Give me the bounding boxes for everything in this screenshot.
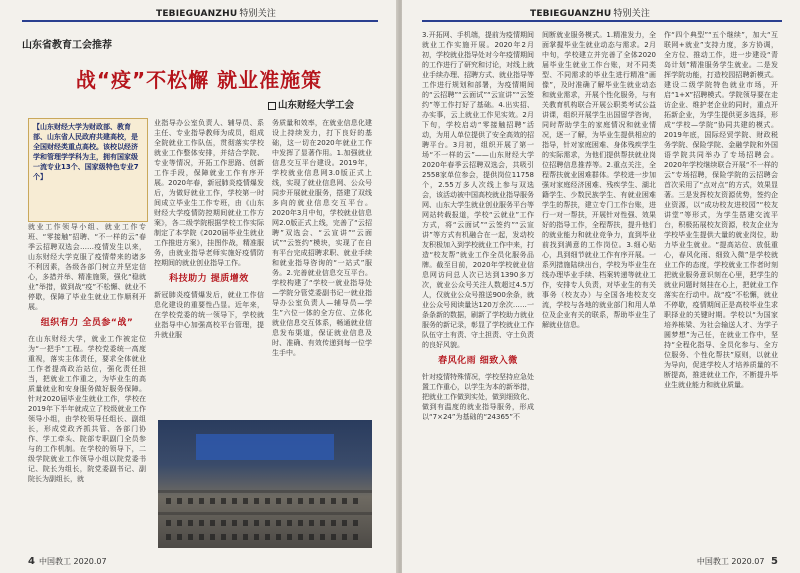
article-headline: 战“疫”不松懈 就业准施策 bbox=[75, 68, 323, 92]
header-rule bbox=[422, 20, 782, 22]
page-folio bbox=[28, 556, 107, 567]
publication-name: 中国教工 2020.07 bbox=[38, 557, 107, 566]
header-brand: TEBIEGUANZHU bbox=[156, 9, 238, 19]
running-header bbox=[156, 6, 276, 19]
paragraph: 务质量和效率，在就业信息化建设上持续发力，打下良好的基础，这一切在2020年就业工作中发挥了显著作用。1.加强就业信息交互平台建设。2019年，学校就业信息网3.0版正式上线，实现了就业信息网、公众号同步开展就业服务，搭建了双线多向的就业信息交互平台。2020年3月中旬，学校就业信息网2.0版正式上线，完善了“云招聘”双选会、“云宣讲”“云面试”“云签约”模块，实现了在自有平台完成招聘求职、就业手续和就业指导咨询的“一站式”服务。2.完善就业信息交互平台。学校构建了“学校一就业指导处—学院分管党委副书记一就业指导办公室负责人—辅导员—学生”六位一体的全方位、立体化就业信息交互体系，畅通就业信息发布渠道，保证就业信息及时、准确、有效传递到每一位学生手中。 bbox=[272, 119, 372, 357]
header-brand: TEBIEGUANZHU bbox=[530, 9, 612, 19]
publication-name: 中国教工 2020.07 bbox=[696, 557, 765, 566]
right-column-2 bbox=[542, 30, 656, 560]
running-header bbox=[530, 6, 650, 19]
paragraph: 业指导办公室负责人、辅导员、系主任、专业指导教师为成员，组成全院就业工作队伍，贯彻落实学校就业工作整体安排，并结合学院、专业等情况，开拓工作思路、创新工作手段，保障就业工作有序开展。2020年春，新冠肺炎疫情爆发后，为做好就业工作，学校第一时间成立毕业生工作专班，由《山东财经大学疫情防控期间就业工作方案》，各二级学院根据学校工作实际制定了本学院《2020届毕业生就业工作推进方案》，挂图作战，精准服务，由就业指导老师实施好疫情防控期间的就业创业指导工作。 bbox=[154, 119, 264, 267]
seat-row bbox=[158, 512, 372, 515]
audience-row bbox=[166, 534, 364, 540]
header-section: 特别关注 bbox=[239, 9, 277, 19]
subheading: 春风化雨 细致入微 bbox=[438, 356, 518, 366]
paragraph: 针对疫情特殊情况，学校坚持应急处置工作重心，以学生为本的新举措，把就业工作做到实处，做到细致化、做到有温度的就业指导服务，形成以“7×24”为基础的“24365”不 bbox=[422, 373, 534, 421]
paragraph: 就业工作领导小组、就业工作专班、“零接触”招聘、“不一样的云”春季云招聘双选会……疫情发生以来，山东财经大学克服了疫情带来的诸多不利因素，各级各部门树立并坚定信心，多措并举、精准施策，强化“稳就业”举措，做到战“疫”不松懈、就业不停歇，保障了毕业生就业工作顺利开展。 bbox=[28, 223, 146, 311]
page-number: 5 bbox=[771, 556, 778, 567]
left-column-2 bbox=[154, 118, 264, 414]
audience-row bbox=[166, 498, 364, 504]
left-page bbox=[0, 0, 398, 573]
seat-row bbox=[158, 490, 372, 493]
paragraph: 3.开拓网、手机端，提前为疫情期间就业工作实施开展。2020年2月初，学校就业指导处对今年疫情期间的工作进行了研究和讨论，对线上就业手续办理、招聘方式、就业指导等工作进行规划和部署，为疫情期间的“云招聘”“云面试”“云宣讲”“云签约”等工作打好了基础。4.出实招、办实事，云上就业工作见实效。2月下旬，学校启动“零接触招聘”活动，为用人单位提供了安全高效的招聘平台。3月初，组织开展了第一场“不一样的云”——山东财经大学2020年春季云招聘双选会，共吸引2558家单位参会，提供岗位11758个，2.55万多人次线上参与双选会，该活动被中国高校就业指导服务网、山东大学生就业创业服务平台等网站转载报道，学校“云就业”工作方式，将“云面试”“云签约”“云宣讲”等方式有机融合在一起，发动校友积极加入到学校就业工作中来，打造“校友帮”就业工作全员化服务品牌。截至目前，2020年学校就业信息网访问总人次已达到1390多万次，就业公众号关注人数超过4.5万人，仅就业公众号推送900余条，就业公众号阅读量达120万余次……一条条新的数据，刷新了学校助力就业服务的新记录，彰显了学校就业工作队伍守土有责、守土担责、守土负责的良好风貌。 bbox=[422, 31, 534, 349]
right-page bbox=[402, 0, 800, 573]
header-section: 特别关注 bbox=[613, 9, 651, 19]
audience-row bbox=[166, 520, 364, 526]
lead-box: 【山东财经大学为财政部、教育部、山东省人民政府共建高校，是全国财经类重点高校。该校以经济学和管理学学科为主，拥有国家级一流专业13个、国家级特色专业7个】 bbox=[28, 118, 148, 222]
section-label: 山东省教育工会推荐 bbox=[22, 40, 112, 51]
right-column-1 bbox=[422, 30, 534, 560]
subheading: 科技助力 提质增效 bbox=[169, 274, 249, 284]
paragraph: 在山东财经大学，就业工作被定位为“一把手”工程。学校党委统一高度重视，落实主体责任，要求全体就业工作者提高政治站位，强化责任担当，把就业工作重之，为毕业生的高质量就业和安身服务做好服务保障。针对2020届毕业生就业工作，学校在2019年下半年就成立了校级就业工作领导小组，由学校领导任组长、副组长，形成党政齐抓共管、各部门协作、学工牵头、院部专职副门全员参与的工作机制。在学校的领导下，二级学院就业工作领导小组以院党委书记、院长为组长，院党委副书记、副院长为副组长，就 bbox=[28, 335, 146, 483]
byline-text: 山东财经大学工会 bbox=[277, 100, 354, 111]
stage-banner bbox=[196, 434, 334, 460]
left-column-1 bbox=[28, 222, 146, 560]
conference-photo bbox=[158, 420, 372, 548]
subheading: 组织有力 全员参“战” bbox=[40, 318, 134, 328]
square-bullet-icon bbox=[268, 102, 276, 110]
left-column-3 bbox=[272, 118, 372, 414]
page-folio bbox=[697, 556, 778, 567]
paragraph: 作“四个典型”“五个继续”，加大“互联网+就业”支持力度，多方协调，全方位、推动工作，进一步建设“青岛计划”精准服务学生就业。二是发挥学院功能，打造校园招聘新模式。建设二级学院特色就业市场，开启“1+X”招聘模式。学院领导要在走访企业、维护老企业的同时，重点开拓新企业，为学生提供更多选择，形成“学校—学院”协同共建的模式。2019年底，国际经贸学院、财政税务学院、保险学院、金融学院和外国语学院共同举办了专场招聘会。2020年学校继续联合开展“不一样的云”专场招聘，保险学院的云招聘会首次采用了“点对点”的方式，效果显著。三是发挥校友资源优势，签约企业资源，以“成功校友进校园”“校友讲堂”等形式，为学生搭建交流平台，积极拓展校友资源，校友企业为学校毕业生提供大量的就业岗位，助力毕业生就业。“提高站位、放低重心，春风化雨、细致入微”是学校就业工作的态度，学校就业工作者时刻把就业服务意识刻在心里，把学生的就业问题时刻挂在心上，把就业工作落实在行动中。战“疫”不松懈，就业不停歇，疫情期间正是高校毕业生求职择业的关键时期。学校以“为国家培养栋梁、为社会输送人才、为学子圆梦想”为己任，在就业工作中，坚持“全程化指导、全员化参与、全方位服务、个性化帮扶”原则，以就业为导向，促进学校人才培养质量的不断提高，推进就业工作，不断提升毕业生就业能力和就业质量。 bbox=[664, 31, 778, 389]
page-number: 4 bbox=[28, 556, 35, 567]
paragraph: 间断就业服务模式。1.精准发力，全面掌握毕业生就业动态与需求。2月中旬，学校建立并完善了全体2020届毕业生就业工作台账，对不同类型、不同需求的毕业生进行精准“画像”，及时准确了解毕业生就业动态和就业需求，开展个性化服务，与有关教育机构联合开展公职类考试公益讲课，组织开展学生出国留学咨询，同时帮助学生的家庭情况和就业情况，逐一了解，为毕业生提供相应的指导，针对家庭困难、身体残疾学生的实际需求，为他们提供帮扶就业岗位招聘信息推荐等。2.重点关注，全程帮扶就业困难群体。学校进一步加强对家庭经济困难、残疾学生、湖北籍学生、少数民族学生、有就业困难学生的帮扶，建立专门工作台账，进行一对一帮扶，开展针对性强、效果好的指导工作，全程帮扶，提升他们的就业能力和就业竞争力，直到毕业前找到满意的工作岗位。3.细心贴心，具到细节就业工作有序开展。一系列措施陆续出台，学校为毕业生在线办理毕业手续、档案转递等就业工作，安排专人负责，对毕业生的有关事务（校友办）与全国各地校友交流，学校与各地的就业部门和用人单位及企业有关的联系，帮助毕业生了解就业信息。 bbox=[542, 31, 656, 329]
right-column-3 bbox=[664, 30, 778, 560]
byline bbox=[268, 97, 354, 111]
paragraph: 新冠肺炎疫情爆发后，就业工作信息化建设的重要性凸显。近年来，在学校党委的统一领导下，学校就业指导中心加强高校平台管理，提升就业服 bbox=[154, 291, 264, 339]
header-rule bbox=[22, 20, 378, 22]
